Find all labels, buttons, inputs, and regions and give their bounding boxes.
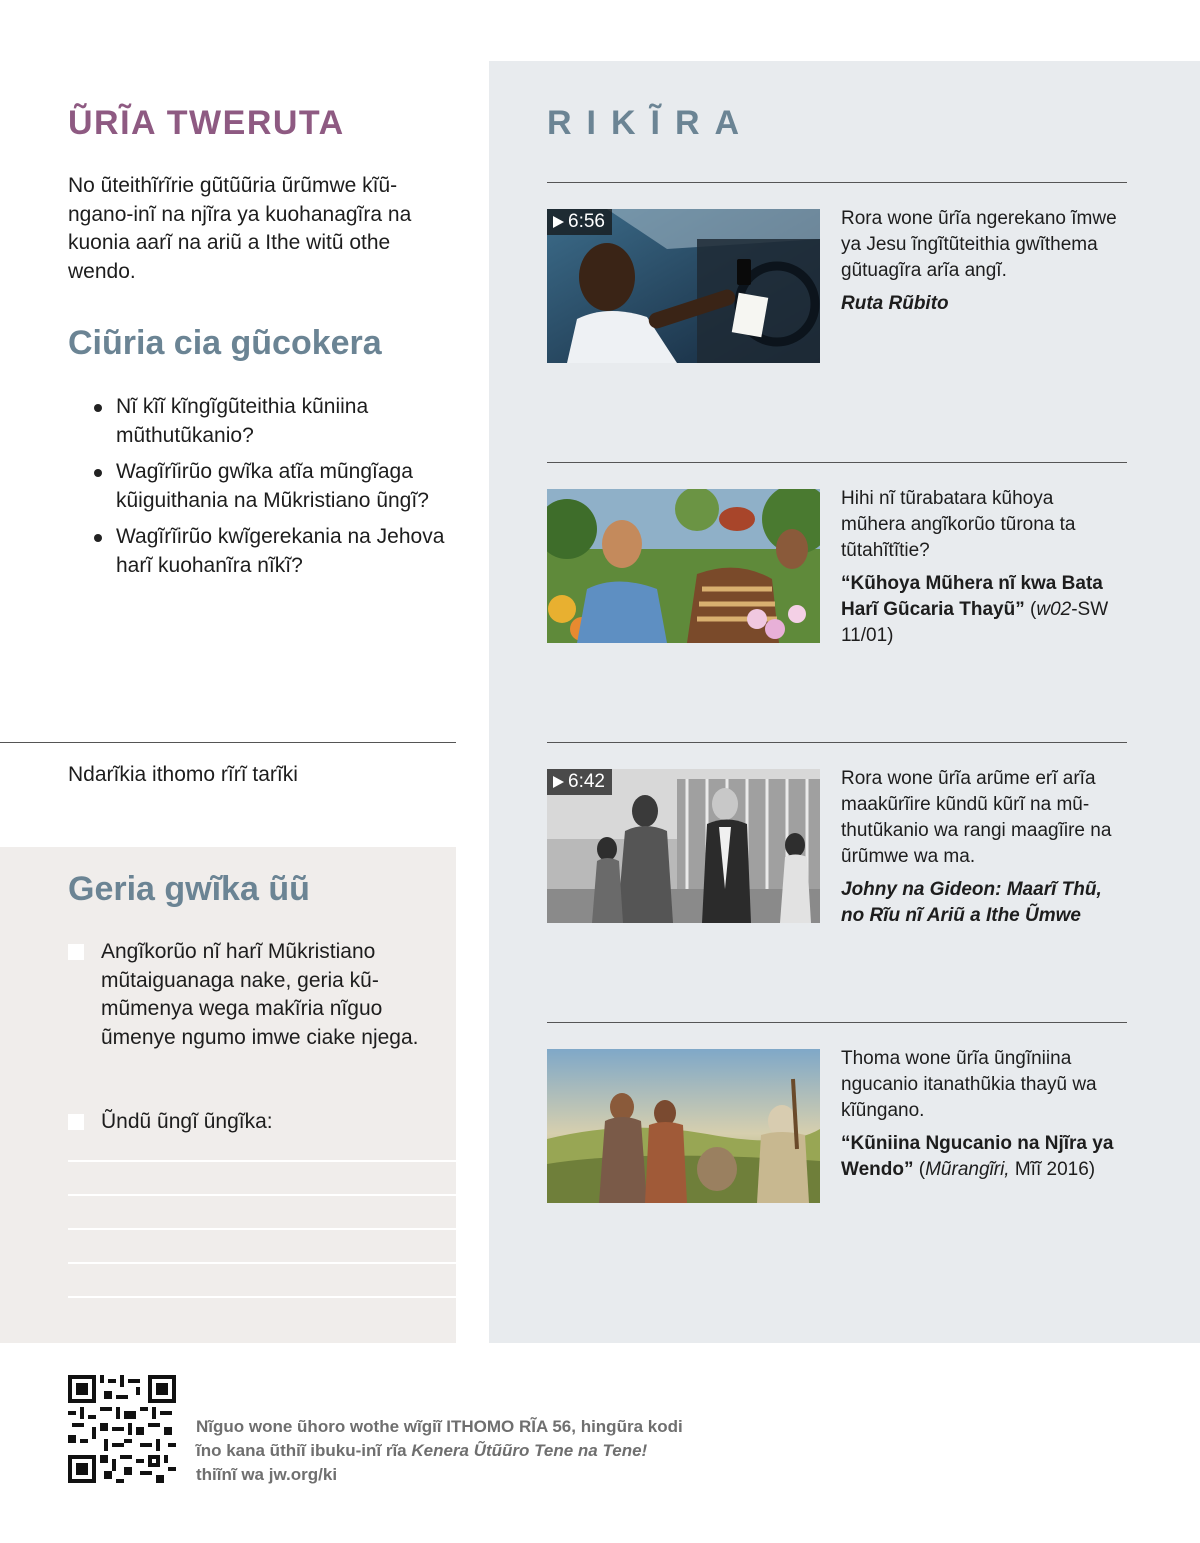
checkbox[interactable]: [68, 1114, 84, 1130]
article-thumbnail[interactable]: [547, 489, 820, 643]
video-thumbnail[interactable]: [547, 769, 820, 923]
task-label: Ũndũ ũngĩ ũngĩka:: [101, 1110, 273, 1133]
watch-item-text: [841, 766, 1121, 929]
watch-description: Rora wone ũrĩa arũme erĩ arĩa maakũrĩire kũndũ kũrĩ na mũ-thutũkanio wa rangi maagĩire na ũrũmwe wa ma.: [841, 768, 1112, 867]
divider: [547, 462, 1127, 463]
task-item: [68, 938, 428, 1052]
review-question: Nĩ kĩĩ kĩngĩgũteithia kũniina mũthutũkanio?: [92, 393, 452, 450]
article-title: “Kũhoya Mũhera nĩ kwa Bata Harĩ Gũcaria Thayũ”: [841, 573, 1103, 620]
review-question: Wagĩrĩirũo gwĩka atĩa mũngĩaga kũiguithania na Mũkristiano ũngĩ?: [92, 458, 452, 515]
review-heading: Ciũria cia gũcokera: [68, 324, 382, 362]
video-duration-badge: 6:42: [547, 769, 612, 795]
divider: [547, 742, 1127, 743]
watch-heading: RIKĨRA: [547, 104, 755, 142]
writing-line[interactable]: [68, 1296, 456, 1298]
review-questions: [92, 393, 452, 588]
writing-line[interactable]: [68, 1262, 456, 1264]
writing-line[interactable]: [68, 1228, 456, 1230]
writing-line[interactable]: [68, 1160, 456, 1162]
article-description: Thoma wone ũrĩa ũngĩniina ngucanio itanathũkia thayũ wa kĩũngano.: [841, 1048, 1097, 1121]
bullet-icon: [94, 469, 102, 477]
article-title-line[interactable]: “Kũniina Ngucanio na Njĩra ya Wendo” (Mũrangĩri, Mĩĩ 2016): [841, 1133, 1114, 1180]
task-item: [68, 1108, 428, 1137]
article-thumbnail[interactable]: [547, 1049, 820, 1203]
publication-issue: -SW 11/01): [841, 599, 1109, 646]
footer-line: ĩno kana ũthiĩ ibuku-inĩ rĩa Kenera Ũtũũro Tene na Tene!: [196, 1441, 648, 1460]
lesson-intro: No ũteithĩrĩrie gũtũũria ũrũmwe kĩũ-ngano-inĩ na njĩra ya kuohanagĩra na kuonia aarĩ na ariũ a Ithe witũ othe wendo.: [68, 174, 412, 283]
watch-item-text: [841, 1046, 1121, 1183]
play-icon: [553, 216, 564, 228]
article-image: [547, 489, 820, 643]
book-title: Kenera Ũtũũro Tene na Tene!: [411, 1441, 648, 1460]
lesson-heading: ŨRĨA TWERUTA: [68, 104, 345, 142]
publication-issue: Mĩĩ 2016): [1009, 1159, 1096, 1180]
try-this-panel: [0, 847, 456, 1343]
watch-item-text: [841, 486, 1121, 649]
video-title[interactable]: Johny na Gideon: Maarĩ Thũ, no Rĩu nĩ Ariũ a Ithe Ũmwe: [841, 879, 1102, 926]
play-icon: [553, 776, 564, 788]
watch-item-text: [841, 206, 1121, 317]
task-label: Angĩkorũo nĩ harĩ Mũkristiano mũtaiguanaga nake, geria kũ-mũmenya wega makĩria nĩguo ũmenye ngumo imwe ciake njega.: [101, 940, 419, 1049]
qr-code-icon[interactable]: [68, 1375, 176, 1483]
footer-note: [196, 1415, 756, 1487]
publication-code: w02: [1036, 599, 1072, 620]
video-title[interactable]: Ruta Rũbito: [841, 293, 949, 314]
publication-name: Mũrangĩri,: [925, 1159, 1010, 1180]
watch-description: Rora wone ũrĩa ngerekano ĩmwe ya Jesu ĩngĩtũteithia gwĩthema gũtuagĩra arĩa angĩ.: [841, 208, 1117, 281]
article-image: [547, 1049, 820, 1203]
review-question: Wagĩrĩirũo kwĩgerekania na Jehova harĩ kuohanĩra nĩkĩ?: [92, 523, 452, 580]
divider: [547, 1022, 1127, 1023]
bullet-icon: [94, 534, 102, 542]
divider: [547, 182, 1127, 183]
article-title: “Kũniina Ngucanio na Njĩra ya Wendo”: [841, 1133, 1114, 1180]
try-this-heading: Geria gwĩka ũũ: [68, 870, 310, 908]
completion-date-line[interactable]: Ndarĩkia ithomo rĩrĩ tarĩki: [68, 763, 298, 786]
checkbox[interactable]: [68, 944, 84, 960]
divider: [0, 742, 456, 743]
bullet-icon: [94, 404, 102, 412]
footer-line: Nĩguo wone ũhoro wothe wĩgiĩ ITHOMO RĨA 56, hingũra kodi: [196, 1417, 683, 1436]
writing-line[interactable]: [68, 1194, 456, 1196]
video-duration-badge: 6:56: [547, 209, 612, 235]
footer-link[interactable]: thiĩnĩ wa jw.org/ki: [196, 1465, 338, 1484]
video-thumbnail[interactable]: [547, 209, 820, 363]
article-title-line[interactable]: “Kũhoya Mũhera nĩ kwa Bata Harĩ Gũcaria Thayũ” (w02-SW 11/01): [841, 573, 1109, 646]
article-description: Hihi nĩ tũrabatara kũhoya mũhera angĩkorũo tũrona ta tũtahĩtĩtie?: [841, 488, 1076, 561]
